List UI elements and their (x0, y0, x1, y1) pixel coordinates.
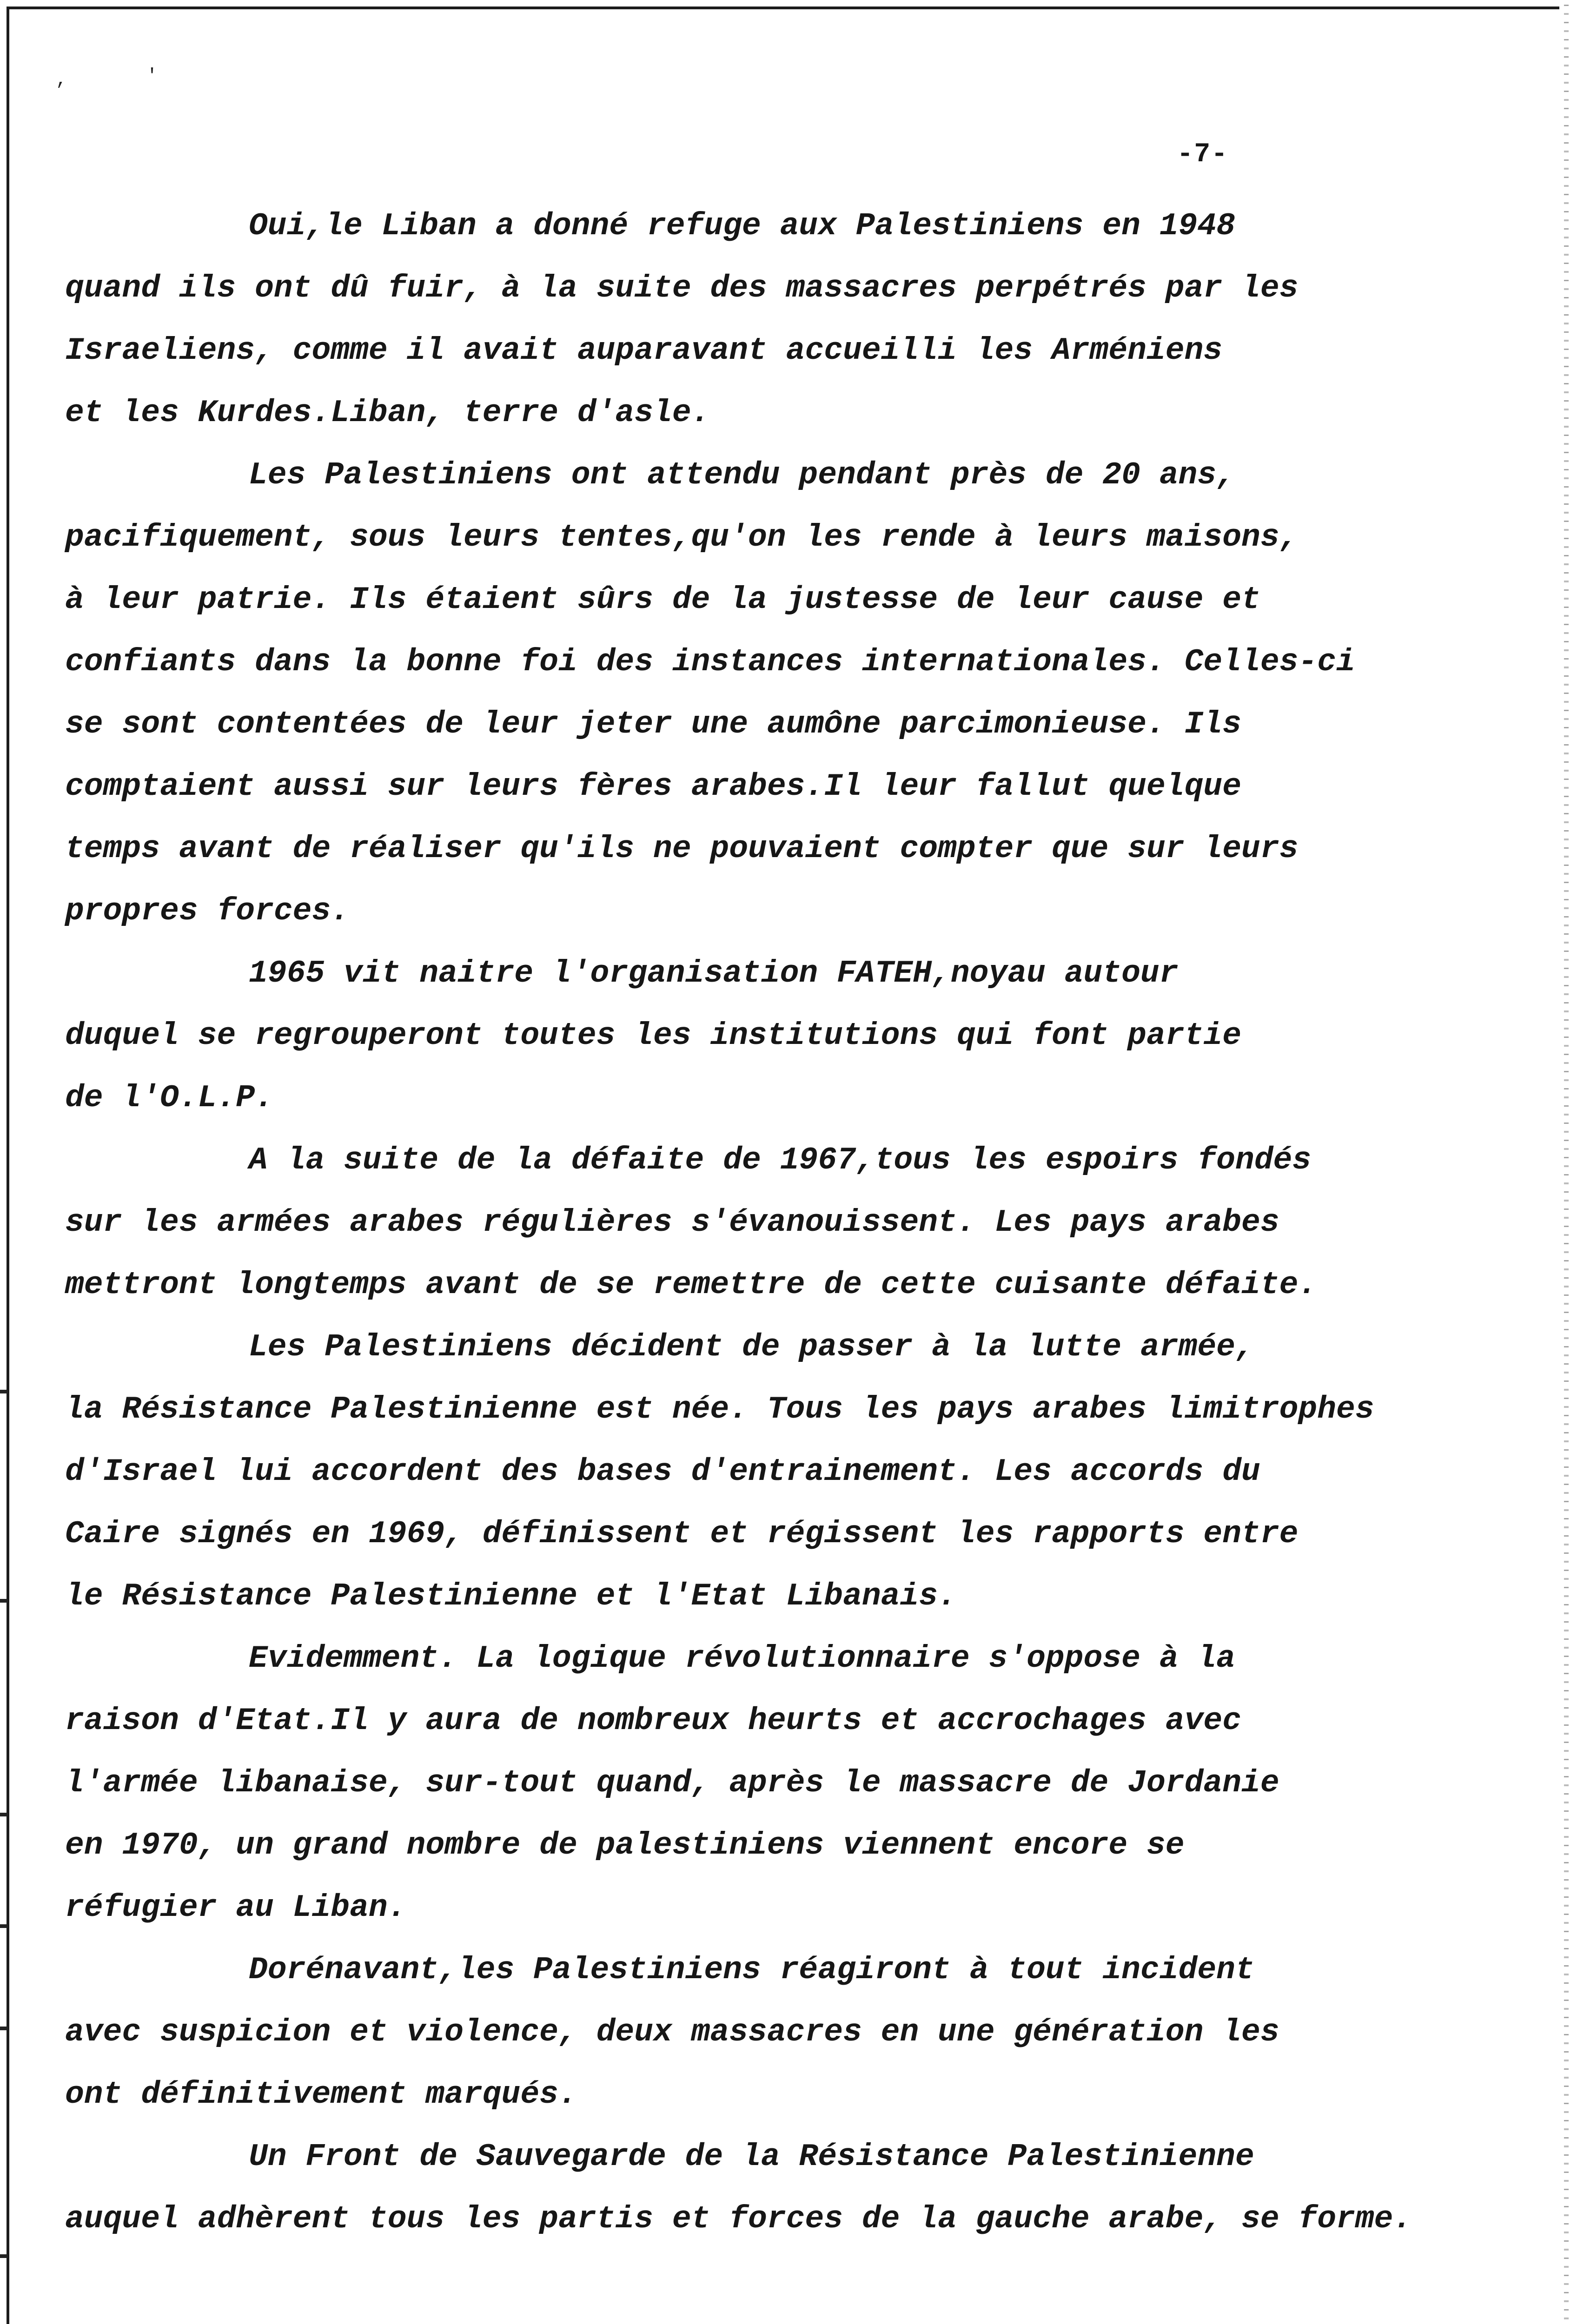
text-line: avec suspicion et violence, deux massacres en une génération les (65, 2014, 1279, 2050)
scan-speck: ' (146, 66, 158, 87)
scan-mark (0, 1390, 7, 1393)
text-line: Oui,le Liban a donné refuge aux Palestiniens en 1948 (249, 208, 1235, 244)
text-line: raison d'Etat.Il y aura de nombreux heurts et accrochages avec (65, 1703, 1242, 1739)
text-line: ont définitivement marqués. (65, 2077, 577, 2113)
body-text (65, 195, 1418, 2251)
text-line: quand ils ont dû fuir, à la suite des massacres perpétrés par les (65, 271, 1299, 306)
text-line: duquel se regrouperont toutes les institutions qui font partie (65, 1018, 1242, 1054)
text-line: Les Palestiniens décident de passer à la lutte armée, (249, 1329, 1254, 1365)
scan-mark (0, 2027, 7, 2030)
text-line: Un Front de Sauvegarde de la Résistance Palestinienne (249, 2139, 1254, 2175)
text-line: propres forces. (65, 893, 350, 929)
text-line: réfugier au Liban. (65, 1890, 407, 1926)
scan-mark (0, 1924, 7, 1928)
page-number: -7- (1177, 139, 1228, 170)
text-line: la Résistance Palestinienne est née. Tous les pays arabes limitrophes (65, 1392, 1374, 1427)
text-line: Les Palestiniens ont attendu pendant près de 20 ans, (249, 457, 1235, 493)
text-line: comptaient aussi sur leurs fères arabes.Il leur fallut quelque (65, 769, 1242, 805)
text-line: en 1970, un grand nombre de palestiniens viennent encore se (65, 1828, 1185, 1863)
scan-mark (0, 1813, 7, 1816)
text-line: Caire signés en 1969, définissent et régissent les rapports entre (65, 1516, 1299, 1552)
text-line: et les Kurdes.Liban, terre d'asle. (65, 395, 710, 431)
scan-speck: , (56, 70, 67, 91)
text-line: temps avant de réaliser qu'ils ne pouvaient compter que sur leurs (65, 831, 1299, 867)
text-line: le Résistance Palestinienne et l'Etat Libanais. (65, 1578, 957, 1614)
scan-edge-marks (1564, 5, 1569, 2324)
text-line: confiants dans la bonne foi des instances internationales. Celles-ci (65, 644, 1355, 680)
scan-mark (0, 2254, 7, 2258)
text-line: à leur patrie. Ils étaient sûrs de la justesse de leur cause et (65, 582, 1260, 618)
text-line: auquel adhèrent tous les partis et forces de la gauche arabe, se forme. (65, 2201, 1412, 2237)
text-line: se sont contentées de leur jeter une aumône parcimonieuse. Ils (65, 706, 1242, 742)
text-line: A la suite de la défaite de 1967,tous les espoirs fondés (249, 1142, 1312, 1178)
text-line: pacifiquement, sous leurs tentes,qu'on les rende à leurs maisons, (65, 520, 1299, 555)
text-line: de l'O.L.P. (65, 1080, 274, 1116)
text-line: d'Israel lui accordent des bases d'entrainement. Les accords du (65, 1454, 1260, 1490)
text-line: mettront longtemps avant de se remettre de cette cuisante défaite. (65, 1267, 1318, 1303)
text-line: Evidemment. La logique révolutionnaire s'oppose à la (249, 1641, 1235, 1677)
scan-mark (0, 1599, 7, 1603)
text-line: sur les armées arabes régulières s'évanouissent. Les pays arabes (65, 1205, 1279, 1241)
text-line: Israeliens, comme il avait auparavant accueilli les Arméniens (65, 333, 1223, 369)
text-line: Dorénavant,les Palestiniens réagiront à tout incident (249, 1952, 1254, 1988)
text-line: l'armée libanaise, sur-tout quand, après le massacre de Jordanie (65, 1765, 1279, 1801)
text-line: 1965 vit naitre l'organisation FATEH,noyau autour (249, 956, 1179, 991)
